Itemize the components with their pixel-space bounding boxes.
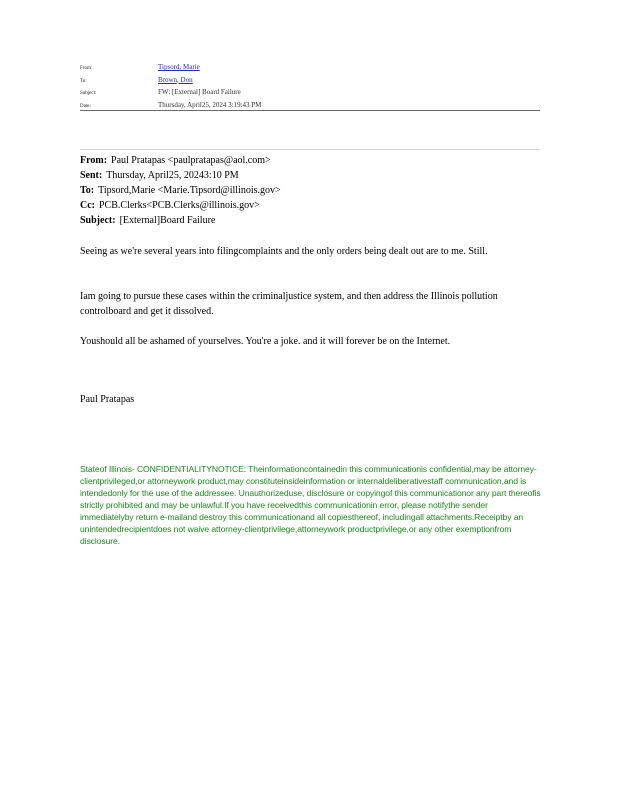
- header-date-value: Thursday, April25, 2024 3:19:43 PM: [158, 100, 262, 109]
- forwarded-subject-value: [External]Board Failure: [119, 215, 216, 226]
- header-from-label: From:: [80, 66, 93, 71]
- header-date-label: Date:: [80, 103, 91, 109]
- forwarded-cc-value: PCB.Clerks<PCB.Clerks@illinois.gov>: [99, 200, 260, 211]
- header-subject-row: [80, 87, 540, 100]
- forwarded-sent-label: Sent:: [80, 170, 103, 181]
- forwarded-sent-value: Thursday, April25, 20243:10 PM: [106, 170, 239, 181]
- forwarded-from-value: Paul Pratapas <paulpratapas@aol.com>: [111, 155, 271, 166]
- body-paragraph: Seeing as we're several years into filingcomplaints and the only orders being dealt out are to me. Still.: [80, 246, 488, 257]
- header-to-value[interactable]: Brown, Don: [158, 75, 193, 84]
- body-paragraph: Iam going to pursue these cases within the criminaljustice system, and then address the Illinois pollution controlboard and get it dissolved.: [80, 291, 498, 317]
- header-to-row: [80, 75, 540, 88]
- header-divider: [80, 110, 540, 111]
- forwarded-subject-label: Subject:: [80, 215, 116, 226]
- header-subject-label: Subject:: [80, 91, 97, 96]
- forwarded-sent-row: [80, 168, 540, 183]
- forwarded-cc-label: Cc:: [80, 200, 95, 211]
- signature: Paul Pratapas: [80, 394, 135, 405]
- forwarded-to-value: Tipsord,Marie <Marie.Tipsord@illinois.gov>: [98, 185, 281, 196]
- header-to-label: To:: [80, 78, 87, 84]
- confidentiality-notice: Stateof Illinois- CONFIDENTIALITYNOTICE: Theinformationcontainedin this communicationis confidential,may be attorney-clientprivileged,or attorneywork product,may constituteinsideinformation or internaldeliberativestaff communication,and is intendedonly for the use of the addressee. Unauthorizeduse, disclosure or copyingof this communicationor any part thereofis strictly prohibited and may be unlawful.If you have receivedthis communicationin error, please notifythe sender immediatelyby return e-mailand destroy this communicationand all copiesthereof, includingall attachments.Receiptby an unintendedrecipientdoes not waive attorney-clientprivilege,attorneywork productprivilege,or any other exemptionfrom disclosure.: [80, 464, 541, 546]
- forward-divider: [80, 149, 540, 150]
- forwarded-cc-row: [80, 198, 540, 213]
- body-paragraph: Youshould all be ashamed of yourselves. You're a joke. and it will forever be on the Internet.: [80, 336, 451, 347]
- forwarded-from-label: From:: [80, 155, 108, 166]
- forwarded-subject-row: [80, 213, 540, 228]
- header-from-value[interactable]: Tipsord, Marie: [158, 63, 200, 71]
- forwarded-to-row: [80, 183, 540, 198]
- forwarded-header: [80, 153, 540, 228]
- header-subject-value: FW: [External] Board Failure: [158, 88, 241, 96]
- forwarded-from-row: [80, 153, 540, 168]
- header-from-row: [80, 62, 540, 75]
- email-header: [80, 62, 540, 112]
- forwarded-to-label: To:: [80, 185, 95, 196]
